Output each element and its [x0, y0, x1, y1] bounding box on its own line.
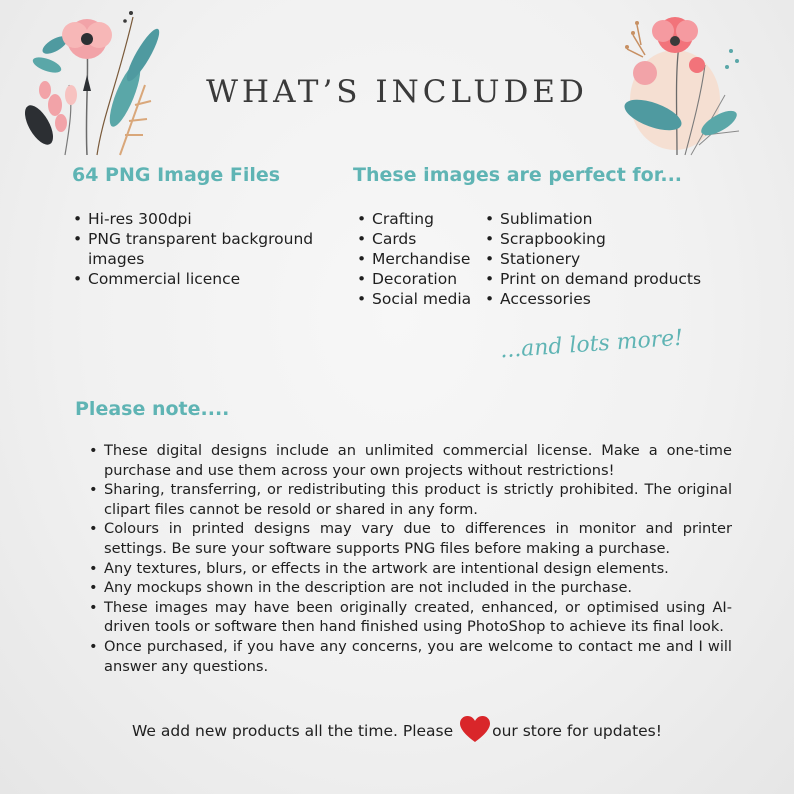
note-item: • Sharing, transferring, or redistributing this product is strictly prohibited. The original clipart files cannot be resold or shared in any form. — [89, 480, 732, 519]
note-list — [89, 441, 732, 676]
footer-text-before: We add new products all the time. Please — [132, 722, 459, 740]
list-item: • Cards — [357, 229, 482, 249]
list-item: • Accessories — [485, 289, 715, 309]
list-item: • Scrapbooking — [485, 229, 715, 249]
note-item: • Any mockups shown in the description are not included in the purchase. — [89, 578, 732, 598]
list-item: • Decoration — [357, 269, 482, 289]
files-list — [73, 209, 318, 289]
list-item: • Merchandise — [357, 249, 482, 269]
footer-message — [0, 716, 794, 743]
heart-icon — [460, 716, 490, 743]
note-item: • These images may have been originally created, enhanced, or optimised using AI-driven tools or software then hand finished using PhotoShop to achieve its final look. — [89, 598, 732, 637]
page-title: WHAT’S INCLUDED — [206, 74, 588, 110]
footer-text-after: our store for updates! — [492, 722, 662, 740]
and-lots-more-text: ...and lots more! — [499, 325, 684, 364]
note-item: • Once purchased, if you have any concerns, you are welcome to contact me and I will answer any questions. — [89, 637, 732, 676]
uses-list-col1 — [357, 209, 482, 309]
uses-list-col2 — [485, 209, 715, 309]
list-item: • Stationery — [485, 249, 715, 269]
note-heading: Please note.... — [75, 398, 230, 420]
list-item: • Sublimation — [485, 209, 715, 229]
list-item: • PNG transparent background images — [73, 229, 318, 269]
uses-heading: These images are perfect for... — [353, 164, 683, 186]
files-heading: 64 PNG Image Files — [72, 164, 281, 186]
note-item: • Colours in printed designs may vary due to differences in monitor and printer settings. Be sure your software supports PNG files before making a purchase. — [89, 519, 732, 558]
note-item: • These digital designs include an unlimited commercial license. Make a one-time purchase and use them across your own projects without restrictions! — [89, 441, 732, 480]
list-item: • Hi-res 300dpi — [73, 209, 318, 229]
list-item: • Commercial licence — [73, 269, 318, 289]
note-item: • Any textures, blurs, or effects in the artwork are intentional design elements. — [89, 559, 732, 579]
list-item: • Crafting — [357, 209, 482, 229]
list-item: • Social media — [357, 289, 482, 309]
list-item: • Print on demand products — [485, 269, 715, 289]
